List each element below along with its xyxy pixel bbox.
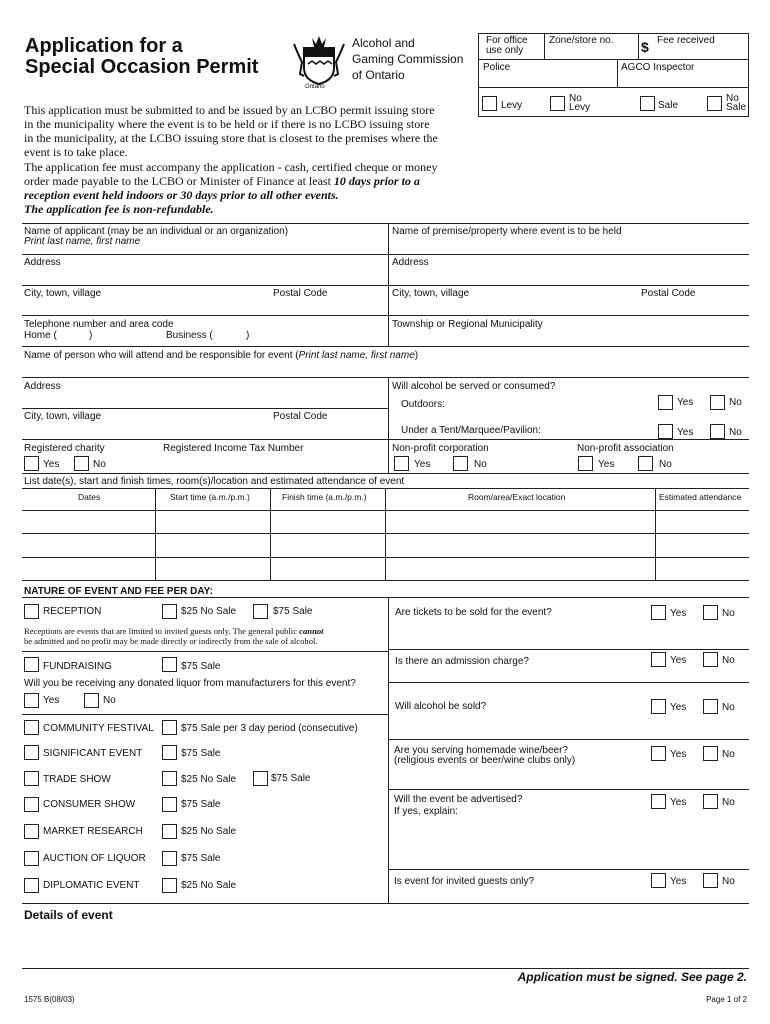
levy-label: Levy — [501, 100, 523, 111]
diplomatic-no-sale-checkbox[interactable] — [162, 878, 177, 893]
invited-no-checkbox[interactable] — [703, 873, 718, 888]
intro-line-2: in the municipality where the event is to be held or if there is no LCBO issuing store — [24, 117, 430, 131]
tent-yes-checkbox[interactable] — [658, 424, 673, 439]
consumer-show-checkbox[interactable] — [24, 797, 39, 812]
advertised-explain-field[interactable] — [394, 818, 746, 866]
fundraising-checkbox[interactable] — [24, 657, 39, 672]
nature-of-event-heading: NATURE OF EVENT AND FEE PER DAY: — [24, 586, 213, 597]
reception-sale-checkbox[interactable] — [253, 604, 268, 619]
market-research-no-sale-label: $25 No Sale — [181, 826, 237, 837]
premise-address-label: Address — [392, 257, 429, 268]
tickets-no-checkbox[interactable] — [703, 605, 718, 620]
trade-show-label: TRADE SHOW — [43, 774, 111, 785]
trade-show-sale-checkbox[interactable] — [253, 771, 268, 786]
outdoors-yes-checkbox[interactable] — [658, 395, 673, 410]
homemade-no-checkbox[interactable] — [703, 746, 718, 761]
donated-yes-checkbox[interactable] — [24, 693, 39, 708]
admission-yes-label: Yes — [670, 655, 687, 666]
nonprofit-corp-label: Non-profit corporation — [392, 443, 489, 454]
auction-checkbox[interactable] — [24, 851, 39, 866]
advertised-yes-checkbox[interactable] — [651, 794, 666, 809]
business-phone-label: Business ( — [166, 330, 213, 341]
reception-label: RECEPTION — [43, 606, 102, 617]
home-phone-close: ) — [89, 330, 93, 341]
form-title-line2: Special Occasion Permit — [25, 56, 259, 78]
advertised-no-checkbox[interactable] — [703, 794, 718, 809]
consumer-show-sale-checkbox[interactable] — [162, 797, 177, 812]
schedule-rows-area[interactable] — [23, 511, 748, 579]
diplomatic-checkbox[interactable] — [24, 878, 39, 893]
homemade-question: Are you serving homemade wine/beer? — [394, 745, 568, 756]
applicant-city-label: City, town, village — [24, 288, 102, 299]
no-sale-label-2: Sale — [726, 102, 747, 113]
responsible-address-label: Address — [24, 381, 61, 392]
signature-reminder: Application must be signed. See page 2. — [517, 970, 747, 984]
nonprofit-assoc-no-checkbox[interactable] — [638, 456, 653, 471]
donated-yes-label: Yes — [43, 695, 60, 706]
applicant-postal-label: Postal Code — [273, 288, 328, 299]
donated-liquor-question: Will you be receiving any donated liquor from manufacturers for this event? — [24, 678, 356, 689]
admission-yes-checkbox[interactable] — [651, 652, 666, 667]
nonprofit-corp-yes-checkbox[interactable] — [394, 456, 409, 471]
nonprofit-corp-no-label: No — [474, 459, 487, 470]
nonprofit-corp-yes-label: Yes — [414, 459, 431, 470]
tickets-yes-label: Yes — [670, 608, 687, 619]
alcohol-sold-yes-label: Yes — [670, 702, 687, 713]
reception-sale-label: $75 Sale — [273, 606, 313, 617]
agency-name-line1: Alcohol and — [352, 36, 415, 50]
admission-no-checkbox[interactable] — [703, 652, 718, 667]
premise-name-field[interactable] — [392, 238, 748, 253]
form-title-line1: Application for a — [25, 35, 183, 57]
intro-line-7: reception event held indoors or 30 days prior to all other events. — [24, 188, 339, 202]
alcohol-sold-no-label: No — [722, 702, 735, 713]
responsible-city-label: City, town, village — [24, 411, 102, 422]
advertised-no-label: No — [722, 797, 735, 808]
auction-sale-checkbox[interactable] — [162, 851, 177, 866]
market-research-checkbox[interactable] — [24, 824, 39, 839]
alcohol-sold-question: Will alcohol be sold? — [395, 701, 487, 712]
homemade-question-note: (religious events or beer/wine clubs only) — [394, 755, 576, 766]
significant-event-sale-label: $75 Sale — [181, 748, 221, 759]
alcohol-sold-yes-checkbox[interactable] — [651, 699, 666, 714]
premise-address-field[interactable] — [392, 268, 748, 284]
responsible-postal-label: Postal Code — [273, 411, 328, 422]
intro-line-8: The application fee is non-refundable. — [24, 202, 214, 216]
charity-yes-checkbox[interactable] — [24, 456, 39, 471]
admission-question: Is there an admission charge? — [395, 656, 529, 667]
community-festival-fee-label: $75 Sale per 3 day period (consecutive) — [181, 723, 358, 734]
nonprofit-assoc-yes-label: Yes — [598, 459, 615, 470]
applicant-name-label: Name of applicant (may be an individual or an organization) — [24, 226, 289, 237]
outdoors-label: Outdoors: — [401, 399, 445, 410]
no-sale-checkbox[interactable] — [707, 96, 722, 111]
intro-line-4: event is to take place. — [24, 145, 128, 159]
reception-no-sale-checkbox[interactable] — [162, 604, 177, 619]
significant-event-sale-checkbox[interactable] — [162, 745, 177, 760]
dollar-sign: $ — [641, 39, 649, 55]
outdoors-no-checkbox[interactable] — [710, 395, 725, 410]
details-of-event-label: Details of event — [24, 908, 113, 922]
no-sale-label: No — [726, 93, 739, 104]
responsible-person-label: Name of person who will attend and be responsible for event (Print last name, first name) — [24, 350, 419, 361]
col-attendance: Estimated attendance — [659, 492, 742, 502]
reception-note-1: Receptions are events that are limited to invited guests only. The general public cannot — [24, 626, 324, 636]
fundraising-label: FUNDRAISING — [43, 661, 112, 672]
details-of-event-field[interactable] — [24, 925, 746, 967]
agency-name-line3: of Ontario — [352, 68, 405, 82]
homemade-yes-label: Yes — [670, 749, 687, 760]
township-label: Township or Regional Municipality — [392, 319, 543, 330]
applicant-address-label: Address — [24, 257, 61, 268]
no-levy-label: No — [569, 93, 582, 104]
zone-store-label: Zone/store no. — [549, 35, 614, 46]
trade-show-no-sale-label: $25 No Sale — [181, 774, 237, 785]
col-start-time: Start time (a.m./p.m.) — [170, 492, 250, 502]
homemade-no-label: No — [722, 749, 735, 760]
form-number: 1575 B(08/03) — [24, 995, 75, 1004]
homemade-yes-checkbox[interactable] — [651, 746, 666, 761]
business-phone-close: ) — [246, 330, 250, 341]
intro-line-3: in the municipality, at the LCBO issuing store that is closest to the premises where the — [24, 131, 438, 145]
consumer-show-sale-label: $75 Sale — [181, 799, 221, 810]
invited-no-label: No — [722, 876, 735, 887]
tax-number-field[interactable] — [163, 455, 385, 471]
fee-received-label: Fee received — [657, 35, 715, 46]
intro-line-6: order made payable to the LCBO or Minister of Finance at least 10 days prior to a — [24, 174, 420, 188]
auction-label: AUCTION OF LIQUOR — [43, 853, 146, 864]
applicant-name-field[interactable] — [24, 246, 386, 254]
intro-line-5: The application fee must accompany the application - cash, certified cheque or money — [24, 160, 438, 174]
donated-no-checkbox[interactable] — [84, 693, 99, 708]
trade-show-checkbox[interactable] — [24, 771, 39, 786]
diplomatic-no-sale-label: $25 No Sale — [181, 880, 237, 891]
schedule-intro: List date(s), start and finish times, room(s)/location and estimated attendance of event — [24, 476, 405, 487]
advertised-question: Will the event be advertised? — [394, 794, 523, 805]
premise-name-label: Name of premise/property where event is to be held — [392, 226, 622, 237]
nonprofit-assoc-yes-checkbox[interactable] — [578, 456, 593, 471]
levy-checkbox[interactable] — [482, 96, 497, 111]
tax-number-label: Registered Income Tax Number — [163, 443, 304, 454]
col-finish-time: Finish time (a.m./p.m.) — [282, 492, 367, 502]
tent-yes-label: Yes — [677, 427, 694, 438]
trade-show-no-sale-checkbox[interactable] — [162, 771, 177, 786]
no-levy-checkbox[interactable] — [550, 96, 565, 111]
charity-yes-label: Yes — [43, 459, 60, 470]
home-phone-label: Home ( — [24, 330, 57, 341]
significant-event-label: SIGNIFICANT EVENT — [43, 748, 143, 759]
reception-checkbox[interactable] — [24, 604, 39, 619]
alcohol-served-label: Will alcohol be served or consumed? — [392, 381, 556, 392]
no-levy-label-2: Levy — [569, 102, 591, 113]
community-festival-checkbox[interactable] — [24, 720, 39, 735]
fundraising-sale-checkbox[interactable] — [162, 657, 177, 672]
admission-no-label: No — [722, 655, 735, 666]
police-label: Police — [483, 62, 511, 73]
market-research-label: MARKET RESEARCH — [43, 826, 143, 837]
applicant-name-hint: Print last name, first name — [24, 236, 141, 247]
intro-line-1: This application must be submitted to and be issued by an LCBO permit issuing store — [24, 103, 435, 117]
significant-event-checkbox[interactable] — [24, 745, 39, 760]
registered-charity-label: Registered charity — [24, 443, 105, 454]
office-use-label: For office — [486, 35, 528, 46]
ontario-crest-logo — [292, 34, 346, 90]
sale-checkbox[interactable] — [640, 96, 655, 111]
auction-sale-label: $75 Sale — [181, 853, 221, 864]
diplomatic-label: DIPLOMATIC EVENT — [43, 880, 140, 891]
advertised-yes-label: Yes — [670, 797, 687, 808]
tent-no-checkbox[interactable] — [710, 424, 725, 439]
tickets-yes-checkbox[interactable] — [651, 605, 666, 620]
telephone-label: Telephone number and area code — [24, 319, 174, 330]
nonprofit-corp-no-checkbox[interactable] — [453, 456, 468, 471]
community-festival-label: COMMUNITY FESTIVAL — [43, 723, 154, 734]
agco-inspector-label: AGCO Inspector — [621, 62, 695, 73]
invited-yes-label: Yes — [670, 876, 687, 887]
outdoors-yes-label: Yes — [677, 397, 694, 408]
consumer-show-label: CONSUMER SHOW — [43, 799, 136, 810]
tent-no-label: No — [729, 427, 742, 438]
col-location: Room/area/Exact location — [468, 492, 566, 502]
agency-name-line2: Gaming Commission — [352, 52, 464, 66]
reception-note-2: be admitted and no profit may be made directly or indirectly from the sale of alcohol. — [24, 636, 318, 646]
reception-no-sale-label: $25 No Sale — [181, 606, 237, 617]
applicant-address-field[interactable] — [24, 268, 386, 284]
crest-caption: Ontario — [305, 84, 325, 90]
nonprofit-assoc-label: Non-profit association — [577, 443, 674, 454]
alcohol-sold-no-checkbox[interactable] — [703, 699, 718, 714]
fundraising-sale-label: $75 Sale — [181, 661, 221, 672]
tickets-question: Are tickets to be sold for the event? — [395, 607, 552, 618]
nonprofit-assoc-no-label: No — [659, 459, 672, 470]
trade-show-sale-label: $75 Sale — [271, 773, 311, 784]
tent-label: Under a Tent/Marquee/Pavilion: — [401, 425, 541, 436]
community-festival-sale-checkbox[interactable] — [162, 720, 177, 735]
charity-no-checkbox[interactable] — [74, 456, 89, 471]
sale-label: Sale — [658, 100, 679, 111]
donated-no-label: No — [103, 695, 116, 706]
office-use-label-2: use only — [486, 45, 524, 56]
charity-no-label: No — [93, 459, 106, 470]
col-dates: Dates — [78, 492, 101, 502]
premise-postal-label: Postal Code — [641, 288, 696, 299]
premise-city-label: City, town, village — [392, 288, 470, 299]
advertised-explain-label: If yes, explain: — [394, 806, 458, 817]
page-number: Page 1 of 2 — [706, 995, 747, 1004]
invited-guests-question: Is event for invited guests only? — [394, 876, 535, 887]
invited-yes-checkbox[interactable] — [651, 873, 666, 888]
tickets-no-label: No — [722, 608, 735, 619]
market-research-no-sale-checkbox[interactable] — [162, 824, 177, 839]
outdoors-no-label: No — [729, 397, 742, 408]
